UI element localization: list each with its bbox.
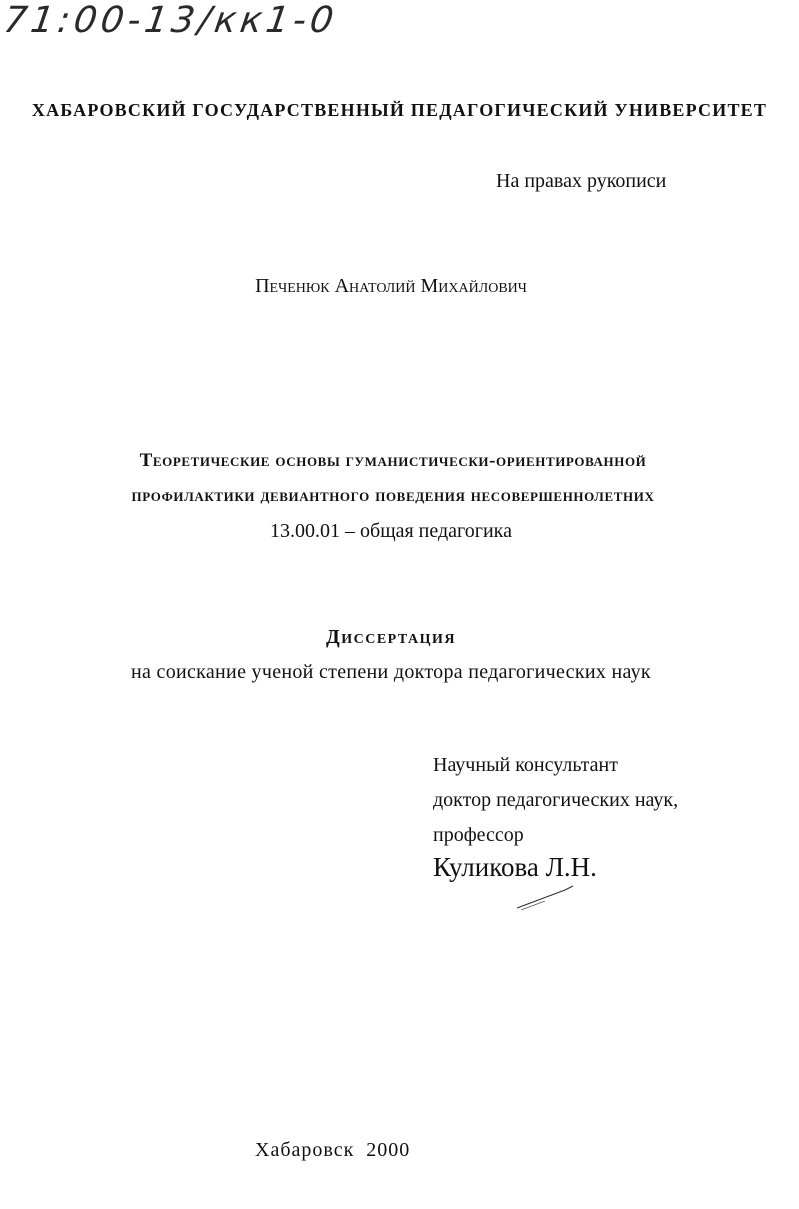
dissertation-title-line-2: профилактики девиантного поведения несовершеннолетних bbox=[131, 485, 655, 506]
manuscript-rights-note: На правах рукописи bbox=[496, 170, 667, 192]
document-type: Диссертация bbox=[325, 626, 457, 648]
signature-stroke bbox=[515, 884, 575, 914]
city-year: Хабаровск 2000 bbox=[255, 1139, 411, 1161]
specialty-code: 13.00.01 – общая педагогика bbox=[270, 520, 512, 542]
author-name: Печенюк Анатолий Михайлович bbox=[255, 275, 527, 297]
consultant-role: Научный консультант bbox=[433, 754, 618, 776]
degree-sought: на соискание ученой степени доктора педагогических наук bbox=[131, 661, 651, 683]
archive-code-handwritten: 71:00-13/кк1-0 bbox=[1, 0, 340, 41]
university-name: ХАБАРОВСКИЙ ГОСУДАРСТВЕННЫЙ ПЕДАГОГИЧЕСКИЙ УНИВЕРСИТЕТ bbox=[31, 100, 768, 120]
consultant-name: Куликова Л.Н. bbox=[433, 852, 597, 882]
consultant-title: профессор bbox=[433, 824, 524, 846]
dissertation-title-line-1: Теоретические основы гуманистически-ориентированной bbox=[139, 450, 647, 471]
consultant-degree: доктор педагогических наук, bbox=[433, 789, 679, 811]
